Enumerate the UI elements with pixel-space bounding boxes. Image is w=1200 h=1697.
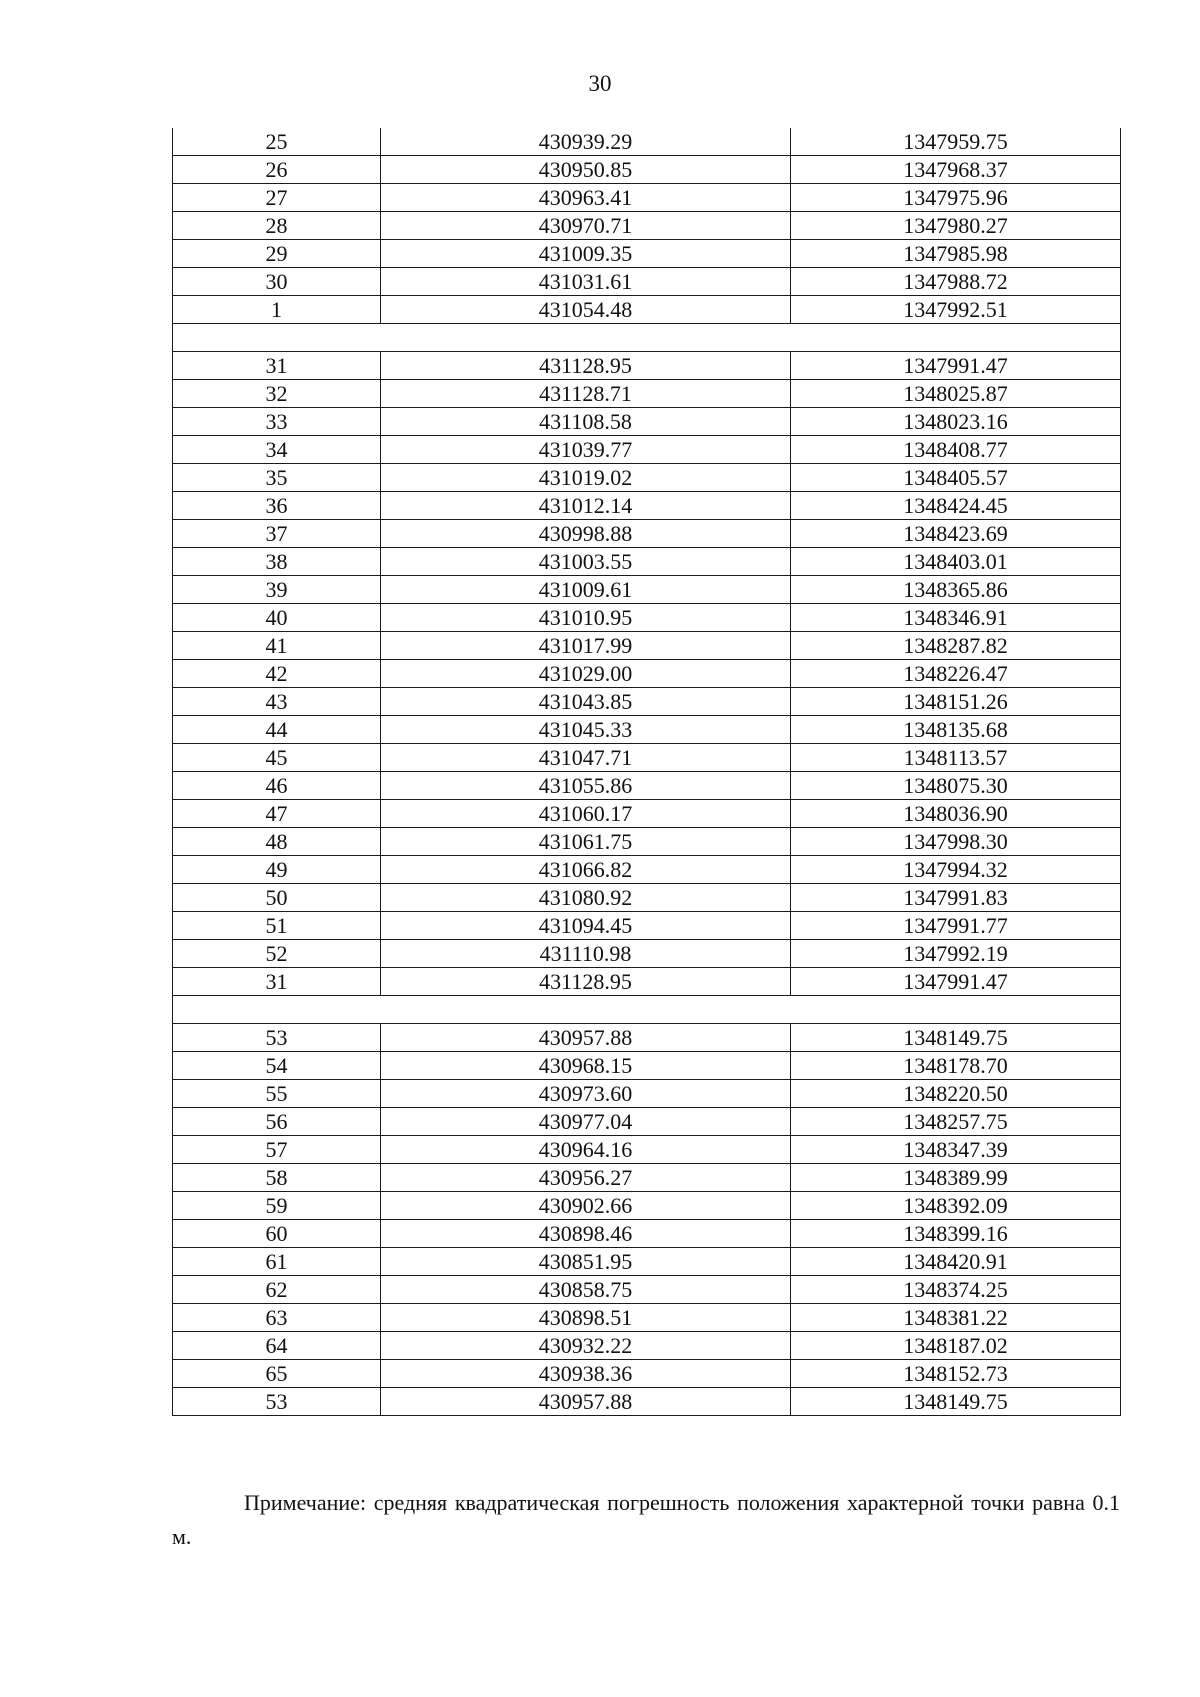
point-number-cell: 56 [173, 1108, 381, 1136]
point-number-cell: 65 [173, 1360, 381, 1388]
y-coordinate-cell: 1348025.87 [791, 380, 1121, 408]
y-coordinate-cell: 1348346.91 [791, 604, 1121, 632]
point-number-cell: 53 [173, 1388, 381, 1416]
x-coordinate-cell: 431054.48 [381, 296, 791, 324]
y-coordinate-cell: 1348135.68 [791, 716, 1121, 744]
x-coordinate-cell: 430957.88 [381, 1024, 791, 1052]
x-coordinate-cell: 431108.58 [381, 408, 791, 436]
x-coordinate-cell: 430964.16 [381, 1136, 791, 1164]
point-number-cell: 52 [173, 940, 381, 968]
point-number-cell: 64 [173, 1332, 381, 1360]
y-coordinate-cell: 1348399.16 [791, 1220, 1121, 1248]
point-number-cell: 55 [173, 1080, 381, 1108]
point-number-cell: 42 [173, 660, 381, 688]
point-number-cell: 25 [173, 128, 381, 156]
table-row [173, 268, 1121, 296]
point-number-cell: 46 [173, 772, 381, 800]
point-number-cell: 28 [173, 212, 381, 240]
table-row [173, 156, 1121, 184]
point-number-cell: 60 [173, 1220, 381, 1248]
table-row [173, 1080, 1121, 1108]
x-coordinate-cell: 430950.85 [381, 156, 791, 184]
point-number-cell: 39 [173, 576, 381, 604]
point-number-cell: 37 [173, 520, 381, 548]
section-separator-row [173, 324, 1121, 352]
point-number-cell: 63 [173, 1304, 381, 1332]
section-separator-row [173, 996, 1121, 1024]
y-coordinate-cell: 1347980.27 [791, 212, 1121, 240]
point-number-cell: 1 [173, 296, 381, 324]
y-coordinate-cell: 1348151.26 [791, 688, 1121, 716]
y-coordinate-cell: 1347992.19 [791, 940, 1121, 968]
table-row [173, 240, 1121, 268]
y-coordinate-cell: 1348187.02 [791, 1332, 1121, 1360]
point-number-cell: 27 [173, 184, 381, 212]
point-number-cell: 31 [173, 968, 381, 996]
table-row [173, 1276, 1121, 1304]
y-coordinate-cell: 1348287.82 [791, 632, 1121, 660]
y-coordinate-cell: 1348257.75 [791, 1108, 1121, 1136]
table-row [173, 1164, 1121, 1192]
table-row [173, 1024, 1121, 1052]
y-coordinate-cell: 1347991.47 [791, 968, 1121, 996]
x-coordinate-cell: 431012.14 [381, 492, 791, 520]
table-row [173, 772, 1121, 800]
point-number-cell: 53 [173, 1024, 381, 1052]
y-coordinate-cell: 1348392.09 [791, 1192, 1121, 1220]
point-number-cell: 35 [173, 464, 381, 492]
x-coordinate-cell: 430932.22 [381, 1332, 791, 1360]
x-coordinate-cell: 431080.92 [381, 884, 791, 912]
table-row [173, 1388, 1121, 1416]
page-number: 30 [588, 71, 612, 96]
x-coordinate-cell: 430957.88 [381, 1388, 791, 1416]
point-number-cell: 41 [173, 632, 381, 660]
x-coordinate-cell: 431019.02 [381, 464, 791, 492]
point-number-cell: 38 [173, 548, 381, 576]
y-coordinate-cell: 1348149.75 [791, 1024, 1121, 1052]
table-row [173, 884, 1121, 912]
x-coordinate-cell: 431043.85 [381, 688, 791, 716]
table-row [173, 688, 1121, 716]
x-coordinate-cell: 431060.17 [381, 800, 791, 828]
x-coordinate-cell: 430902.66 [381, 1192, 791, 1220]
table-row [173, 800, 1121, 828]
table-row [173, 1304, 1121, 1332]
x-coordinate-cell: 431066.82 [381, 856, 791, 884]
x-coordinate-cell: 431009.35 [381, 240, 791, 268]
point-number-cell: 57 [173, 1136, 381, 1164]
y-coordinate-cell: 1348152.73 [791, 1360, 1121, 1388]
x-coordinate-cell: 431039.77 [381, 436, 791, 464]
table-row [173, 1192, 1121, 1220]
section-separator-cell [173, 324, 1121, 352]
x-coordinate-cell: 430858.75 [381, 1276, 791, 1304]
y-coordinate-cell: 1348408.77 [791, 436, 1121, 464]
y-coordinate-cell: 1348178.70 [791, 1052, 1121, 1080]
y-coordinate-cell: 1348023.16 [791, 408, 1121, 436]
x-coordinate-cell: 430939.29 [381, 128, 791, 156]
y-coordinate-cell: 1348405.57 [791, 464, 1121, 492]
x-coordinate-cell: 431128.71 [381, 380, 791, 408]
y-coordinate-cell: 1348381.22 [791, 1304, 1121, 1332]
section-separator-cell [173, 996, 1121, 1024]
table-row [173, 436, 1121, 464]
note-text: Примечание: средняя квадратическая погрешность положения характерной точки равна 0.1 м. [172, 1490, 1120, 1549]
point-number-cell: 26 [173, 156, 381, 184]
table-row [173, 856, 1121, 884]
table-row [173, 576, 1121, 604]
y-coordinate-cell: 1347991.77 [791, 912, 1121, 940]
x-coordinate-cell: 431055.86 [381, 772, 791, 800]
y-coordinate-cell: 1347998.30 [791, 828, 1121, 856]
table-row [173, 296, 1121, 324]
y-coordinate-cell: 1348423.69 [791, 520, 1121, 548]
point-number-cell: 50 [173, 884, 381, 912]
point-number-cell: 44 [173, 716, 381, 744]
x-coordinate-cell: 431094.45 [381, 912, 791, 940]
table-row [173, 604, 1121, 632]
x-coordinate-cell: 431045.33 [381, 716, 791, 744]
x-coordinate-cell: 430938.36 [381, 1360, 791, 1388]
x-coordinate-cell: 431061.75 [381, 828, 791, 856]
table-row [173, 464, 1121, 492]
point-number-cell: 62 [173, 1276, 381, 1304]
y-coordinate-cell: 1348389.99 [791, 1164, 1121, 1192]
y-coordinate-cell: 1348113.57 [791, 744, 1121, 772]
table-row [173, 828, 1121, 856]
table-row [173, 548, 1121, 576]
point-number-cell: 45 [173, 744, 381, 772]
table-row [173, 968, 1121, 996]
table-row [173, 352, 1121, 380]
y-coordinate-cell: 1348226.47 [791, 660, 1121, 688]
point-number-cell: 40 [173, 604, 381, 632]
point-number-cell: 29 [173, 240, 381, 268]
table-row [173, 1220, 1121, 1248]
y-coordinate-cell: 1348374.25 [791, 1276, 1121, 1304]
table-row [173, 1052, 1121, 1080]
x-coordinate-cell: 431128.95 [381, 352, 791, 380]
table-row [173, 408, 1121, 436]
point-number-cell: 32 [173, 380, 381, 408]
table-row [173, 380, 1121, 408]
point-number-cell: 48 [173, 828, 381, 856]
y-coordinate-cell: 1348036.90 [791, 800, 1121, 828]
x-coordinate-cell: 431010.95 [381, 604, 791, 632]
x-coordinate-cell: 430973.60 [381, 1080, 791, 1108]
x-coordinate-cell: 430851.95 [381, 1248, 791, 1276]
point-number-cell: 61 [173, 1248, 381, 1276]
y-coordinate-cell: 1348075.30 [791, 772, 1121, 800]
point-number-cell: 51 [173, 912, 381, 940]
y-coordinate-cell: 1348220.50 [791, 1080, 1121, 1108]
y-coordinate-cell: 1348424.45 [791, 492, 1121, 520]
table-row [173, 940, 1121, 968]
y-coordinate-cell: 1348365.86 [791, 576, 1121, 604]
point-number-cell: 33 [173, 408, 381, 436]
point-number-cell: 30 [173, 268, 381, 296]
x-coordinate-cell: 430998.88 [381, 520, 791, 548]
table-row [173, 128, 1121, 156]
point-number-cell: 59 [173, 1192, 381, 1220]
table-row [173, 744, 1121, 772]
point-number-cell: 49 [173, 856, 381, 884]
table-row [173, 184, 1121, 212]
point-number-cell: 34 [173, 436, 381, 464]
table-row [173, 1108, 1121, 1136]
x-coordinate-cell: 431047.71 [381, 744, 791, 772]
x-coordinate-cell: 430898.51 [381, 1304, 791, 1332]
y-coordinate-cell: 1348420.91 [791, 1248, 1121, 1276]
table-row [173, 716, 1121, 744]
x-coordinate-cell: 431003.55 [381, 548, 791, 576]
table-row [173, 520, 1121, 548]
x-coordinate-cell: 430977.04 [381, 1108, 791, 1136]
y-coordinate-cell: 1347959.75 [791, 128, 1121, 156]
x-coordinate-cell: 430963.41 [381, 184, 791, 212]
x-coordinate-cell: 431029.00 [381, 660, 791, 688]
x-coordinate-cell: 430898.46 [381, 1220, 791, 1248]
y-coordinate-cell: 1347994.32 [791, 856, 1121, 884]
y-coordinate-cell: 1347991.83 [791, 884, 1121, 912]
coordinates-table [172, 128, 1121, 1416]
point-number-cell: 58 [173, 1164, 381, 1192]
point-number-cell: 31 [173, 352, 381, 380]
y-coordinate-cell: 1347975.96 [791, 184, 1121, 212]
point-number-cell: 36 [173, 492, 381, 520]
table-row [173, 660, 1121, 688]
y-coordinate-cell: 1347992.51 [791, 296, 1121, 324]
point-number-cell: 47 [173, 800, 381, 828]
table-row [173, 492, 1121, 520]
y-coordinate-cell: 1348149.75 [791, 1388, 1121, 1416]
table-row [173, 912, 1121, 940]
x-coordinate-cell: 430968.15 [381, 1052, 791, 1080]
x-coordinate-cell: 431110.98 [381, 940, 791, 968]
x-coordinate-cell: 430956.27 [381, 1164, 791, 1192]
table-row [173, 1332, 1121, 1360]
y-coordinate-cell: 1347968.37 [791, 156, 1121, 184]
x-coordinate-cell: 431017.99 [381, 632, 791, 660]
point-number-cell: 54 [173, 1052, 381, 1080]
table-row [173, 1248, 1121, 1276]
table-row [173, 212, 1121, 240]
table-row [173, 1136, 1121, 1164]
y-coordinate-cell: 1347985.98 [791, 240, 1121, 268]
y-coordinate-cell: 1348403.01 [791, 548, 1121, 576]
x-coordinate-cell: 431031.61 [381, 268, 791, 296]
coordinates-table-body [173, 128, 1121, 1416]
y-coordinate-cell: 1347991.47 [791, 352, 1121, 380]
x-coordinate-cell: 430970.71 [381, 212, 791, 240]
y-coordinate-cell: 1347988.72 [791, 268, 1121, 296]
x-coordinate-cell: 431009.61 [381, 576, 791, 604]
x-coordinate-cell: 431128.95 [381, 968, 791, 996]
y-coordinate-cell: 1348347.39 [791, 1136, 1121, 1164]
table-row [173, 632, 1121, 660]
table-row [173, 1360, 1121, 1388]
point-number-cell: 43 [173, 688, 381, 716]
